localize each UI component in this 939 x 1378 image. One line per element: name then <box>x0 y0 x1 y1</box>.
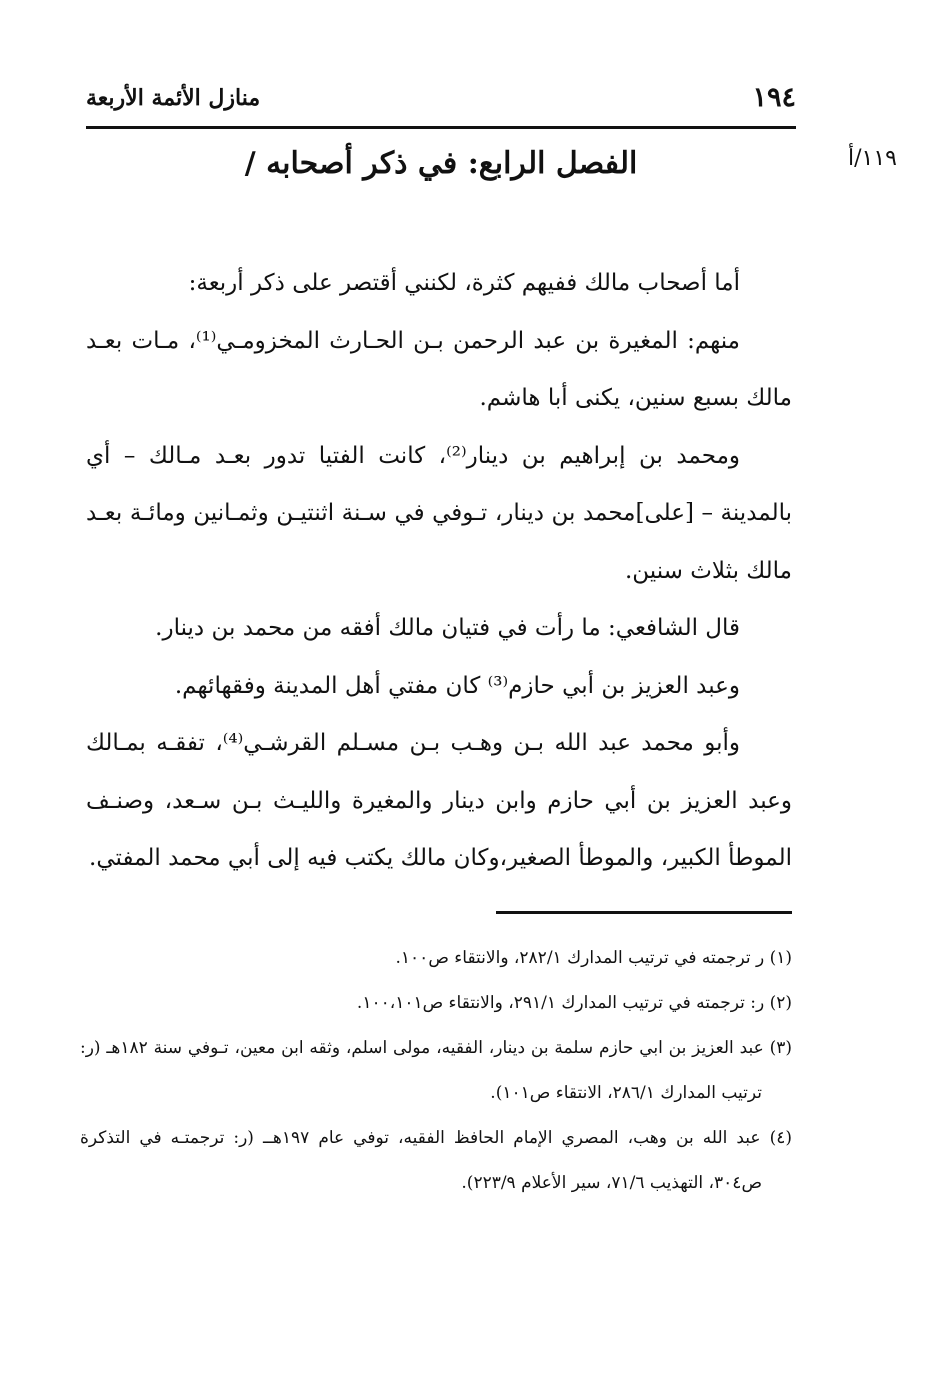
footnote: (٤) عبد الله بن وهب، المصري الإمام الحافظ الفقيه، توفي عام ١٩٧هــ (ر: ترجمتـه في التذكرة ص٣٠٤، التهذيب ٧١/٦، سير الأعلام ٢٢٣/٩). <box>80 1128 792 1193</box>
page-number: ١٩٤ <box>752 82 796 113</box>
book-title: منازل الأئمة الأربعة <box>86 85 261 111</box>
paragraph: ومحمد بن إبراهيم بن دينار⁽²⁾، كانت الفتيا تدور بعـد مـالك – أي بالمدينة – [على]محمد بن دينار، تـوفي في سـنة اثنتيـن وثمـانين ومائـة بعـد مالك بثلاث سنين. <box>86 442 792 584</box>
paragraph: قال الشافعي: ما رأت في فتيان مالك أفقه من محمد بن دينار. <box>155 615 740 641</box>
paragraph: أما أصحاب مالك ففيهم كثرة، لكنني أقتصر على ذكر أربعة: <box>188 270 740 296</box>
chapter-title: الفصل الرابع: في ذكر أصحابه / <box>244 146 638 181</box>
footnote-separator <box>496 911 792 914</box>
manuscript-folio-note: ١١٩/أ <box>848 146 897 171</box>
running-header <box>86 80 796 120</box>
paragraph: وأبو محمد عبد الله بـن وهـب بـن مسـلم القرشـي⁽⁴⁾، تفقـه بمـالك وعبد العزيز بن أبي حازم وابن دينار والمغيرة والليـث بـن سـعد، وصنـف الموطأ الكبير، والموطأ الصغير،وكان مالك يكتب فيه إلى أبي محمد المفتي. <box>86 730 792 871</box>
footnote: (١) ر ترجمته في ترتيب المدارك ٢٨٢/١، والانتقاء ص١٠٠. <box>395 948 792 968</box>
body-text <box>86 255 792 888</box>
footnote: (٢) ر: ترجمته في ترتيب المدارك ٢٩١/١، والانتقاء ص١٠٠،١٠١. <box>356 993 792 1013</box>
paragraph: وعبد العزيز بن أبي حازم⁽³⁾ كان مفتي أهل المدينة وفقهائهم. <box>174 672 740 699</box>
footnotes <box>80 936 792 1206</box>
paragraph: منهم: المغيرة بن عبد الرحمن بـن الحـارث المخزومـي⁽¹⁾، مـات بعـد مالك بسبع سنين، يكنى أبا هاشم. <box>86 327 792 411</box>
footnote: (٣) عبد العزيز بن ابي حازم سلمة بن دينار، الفقيه، مولى اسلم، وثقه ابن معين، تـوفي سنة ١٨٢هـ (ر: ترتيب المدارك ٢٨٦/١، الانتقاء ص١٠١). <box>80 1038 793 1103</box>
header-rule <box>86 126 796 129</box>
